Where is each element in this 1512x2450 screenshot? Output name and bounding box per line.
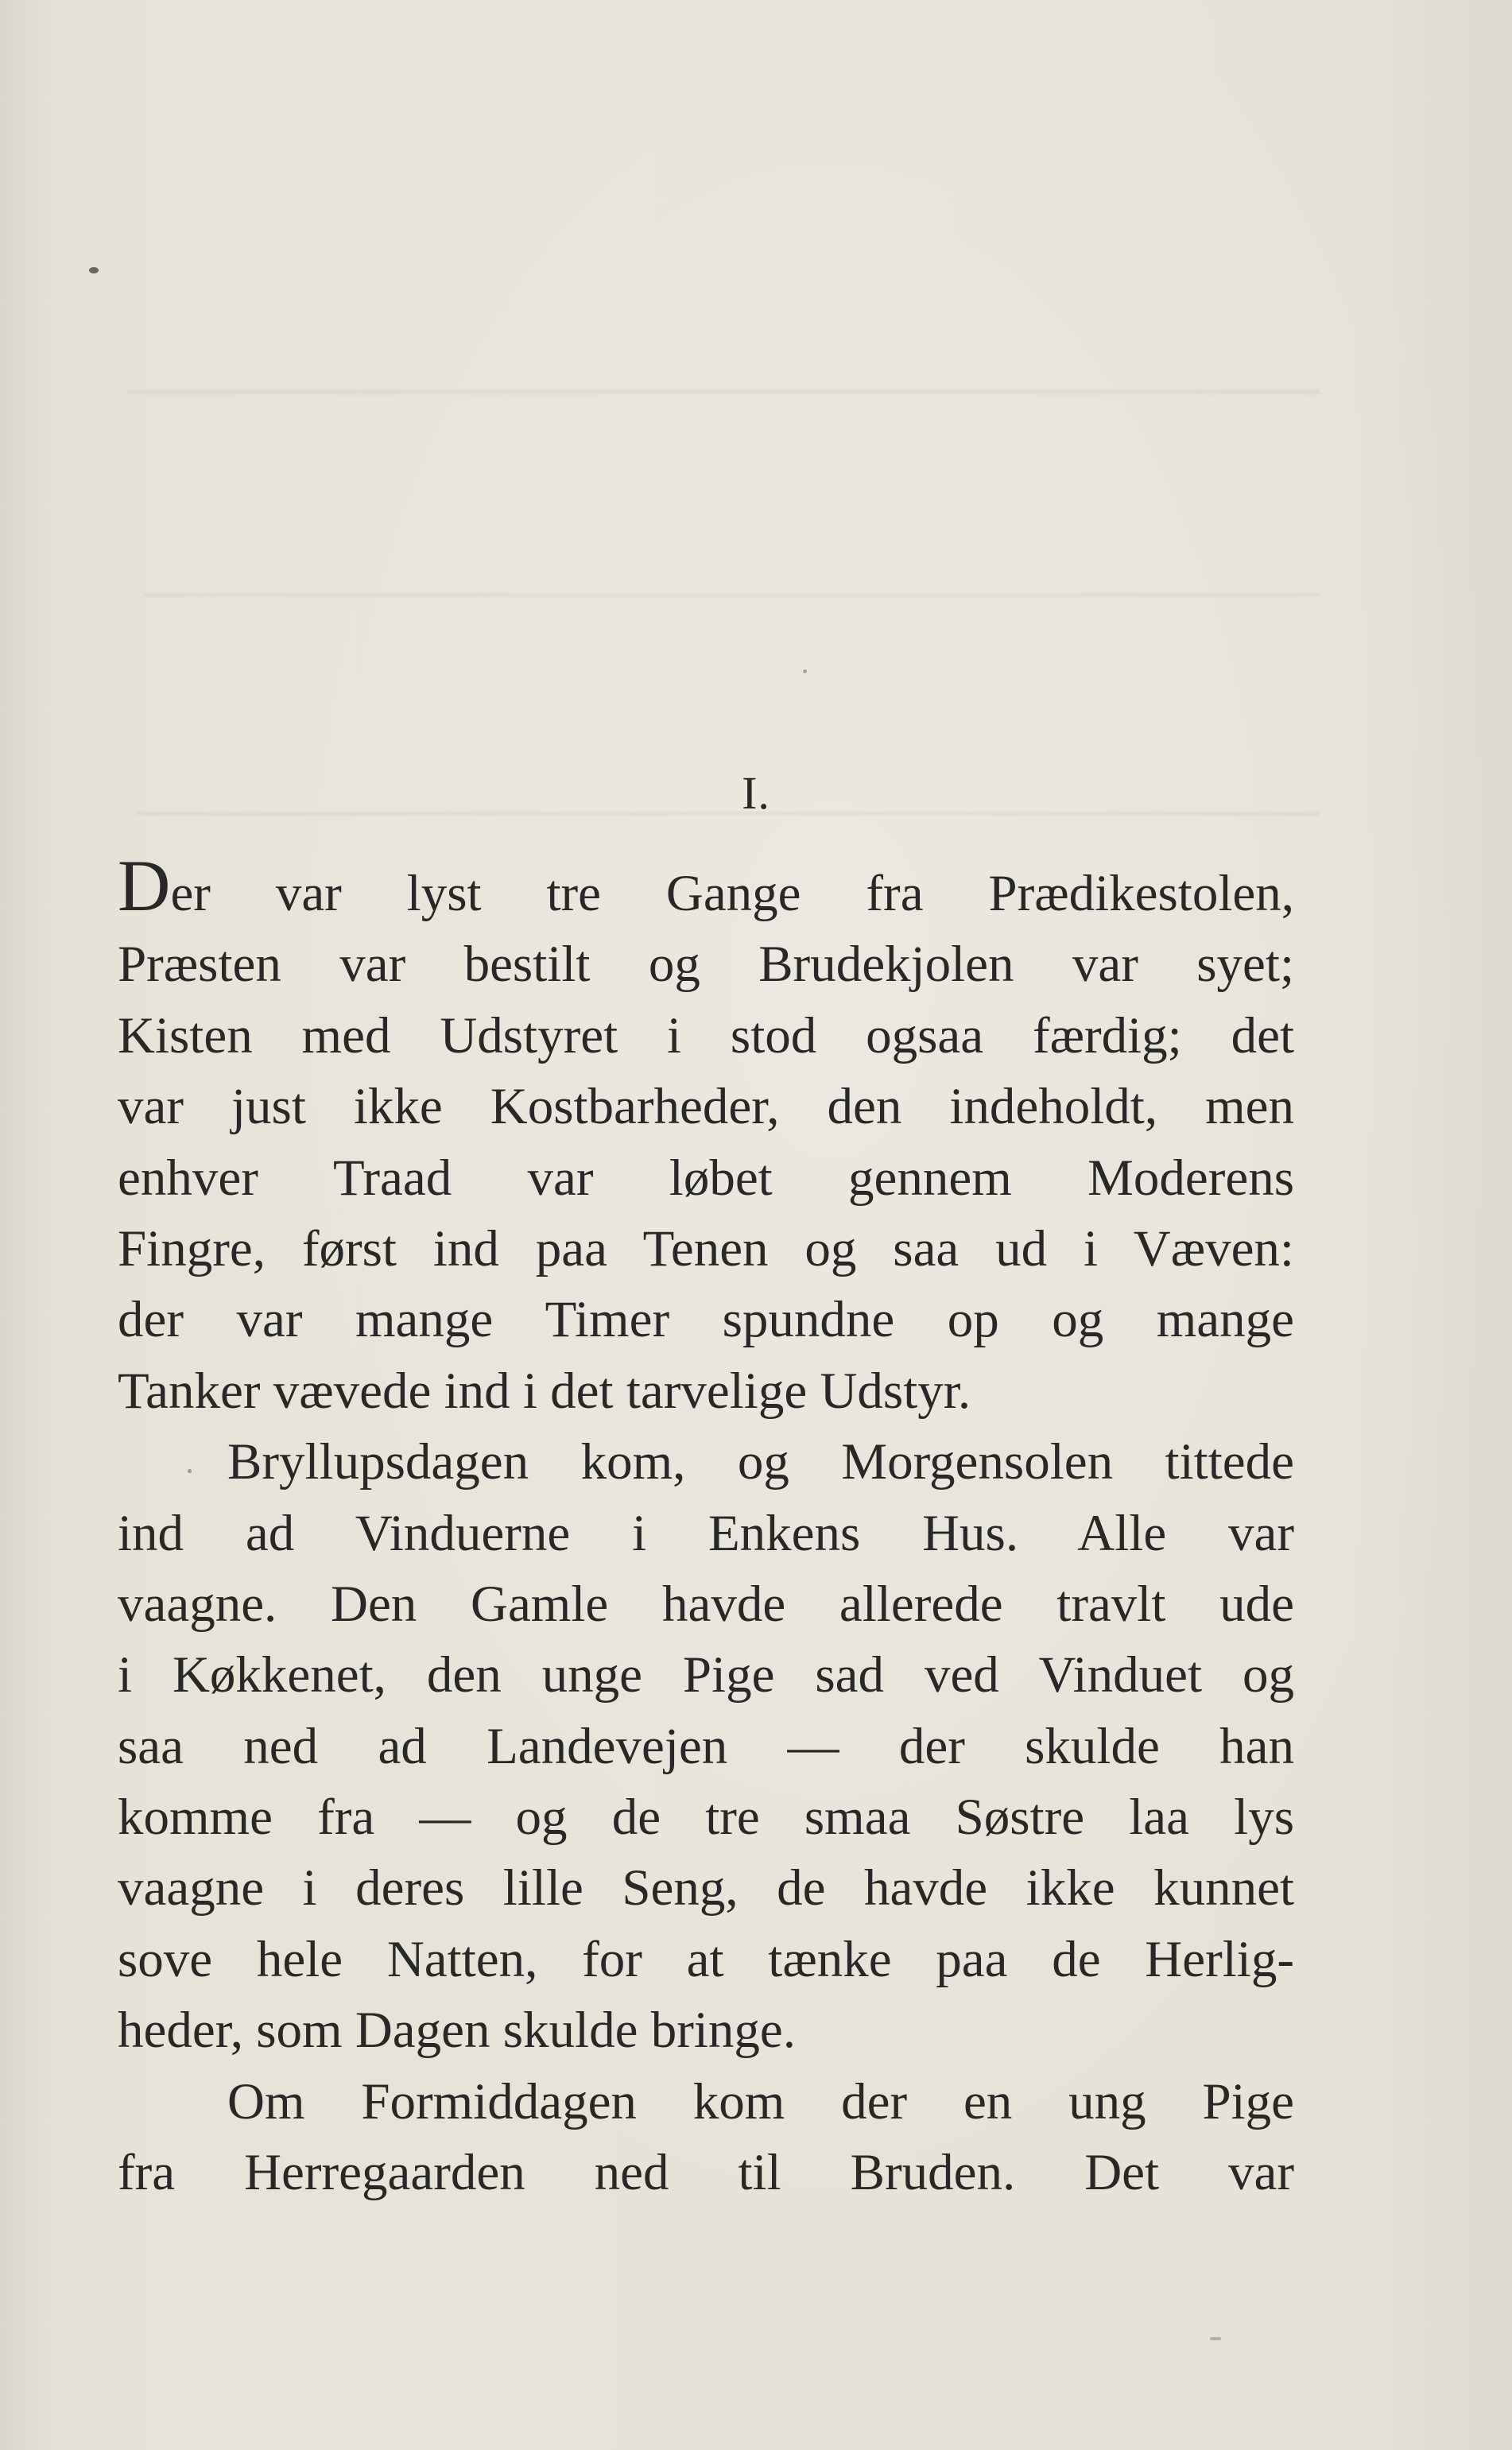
text-line: Om Formiddagen kom der en ung Pige [227, 2072, 1294, 2130]
text-line: vaagne i deres lille Seng, de havde ikke kunnet [118, 1859, 1294, 1917]
ink-speck [89, 267, 99, 273]
text-line: Præsten var bestilt og Brudekjolen var syet; [118, 936, 1294, 994]
text-line: Bryllupsdagen kom, og Morgensolen tittede [227, 1433, 1294, 1491]
ink-speck [1210, 2337, 1221, 2340]
chapter-number: I. [742, 767, 770, 819]
text-line: i Køkkenet, den unge Pige sad ved Vinduet og [118, 1646, 1294, 1704]
text-line: saa ned ad Landevejen — der skulde han [118, 1717, 1294, 1775]
text-line: komme fra — og de tre smaa Søstre laa lys [118, 1789, 1294, 1847]
text-line-content: er var lyst tre Gange fra Prædikestolen, [170, 865, 1294, 922]
text-line: heder, som Dagen skulde bringe. [118, 2002, 796, 2060]
text-line: fra Herregaarden ned til Bruden. Det var [118, 2144, 1294, 2202]
text-line [118, 845, 1294, 929]
text-line: sove hele Natten, for at tænke paa de Herlig- [118, 1930, 1294, 1988]
body-text [118, 845, 1294, 2208]
drop-cap: D [118, 845, 171, 926]
text-line: Fingre, først ind paa Tenen og saa ud i Væven: [118, 1219, 1294, 1277]
text-line: der var mange Timer spundne op og mange [118, 1291, 1294, 1349]
text-line: ind ad Vinduerne i Enkens Hus. Alle var [118, 1504, 1294, 1562]
text-line: var just ikke Kostbarheder, den indeholdt, men [118, 1078, 1294, 1136]
text-line: enhver Traad var løbet gennem Moderens [118, 1149, 1294, 1207]
ink-speck [803, 669, 807, 673]
text-line: vaagne. Den Gamle havde allerede travlt ude [118, 1575, 1294, 1633]
text-line: Kisten med Udstyret i stod ogsaa færdig; det [118, 1006, 1294, 1064]
text-line: Tanker vævede ind i det tarvelige Udstyr. [118, 1362, 971, 1420]
